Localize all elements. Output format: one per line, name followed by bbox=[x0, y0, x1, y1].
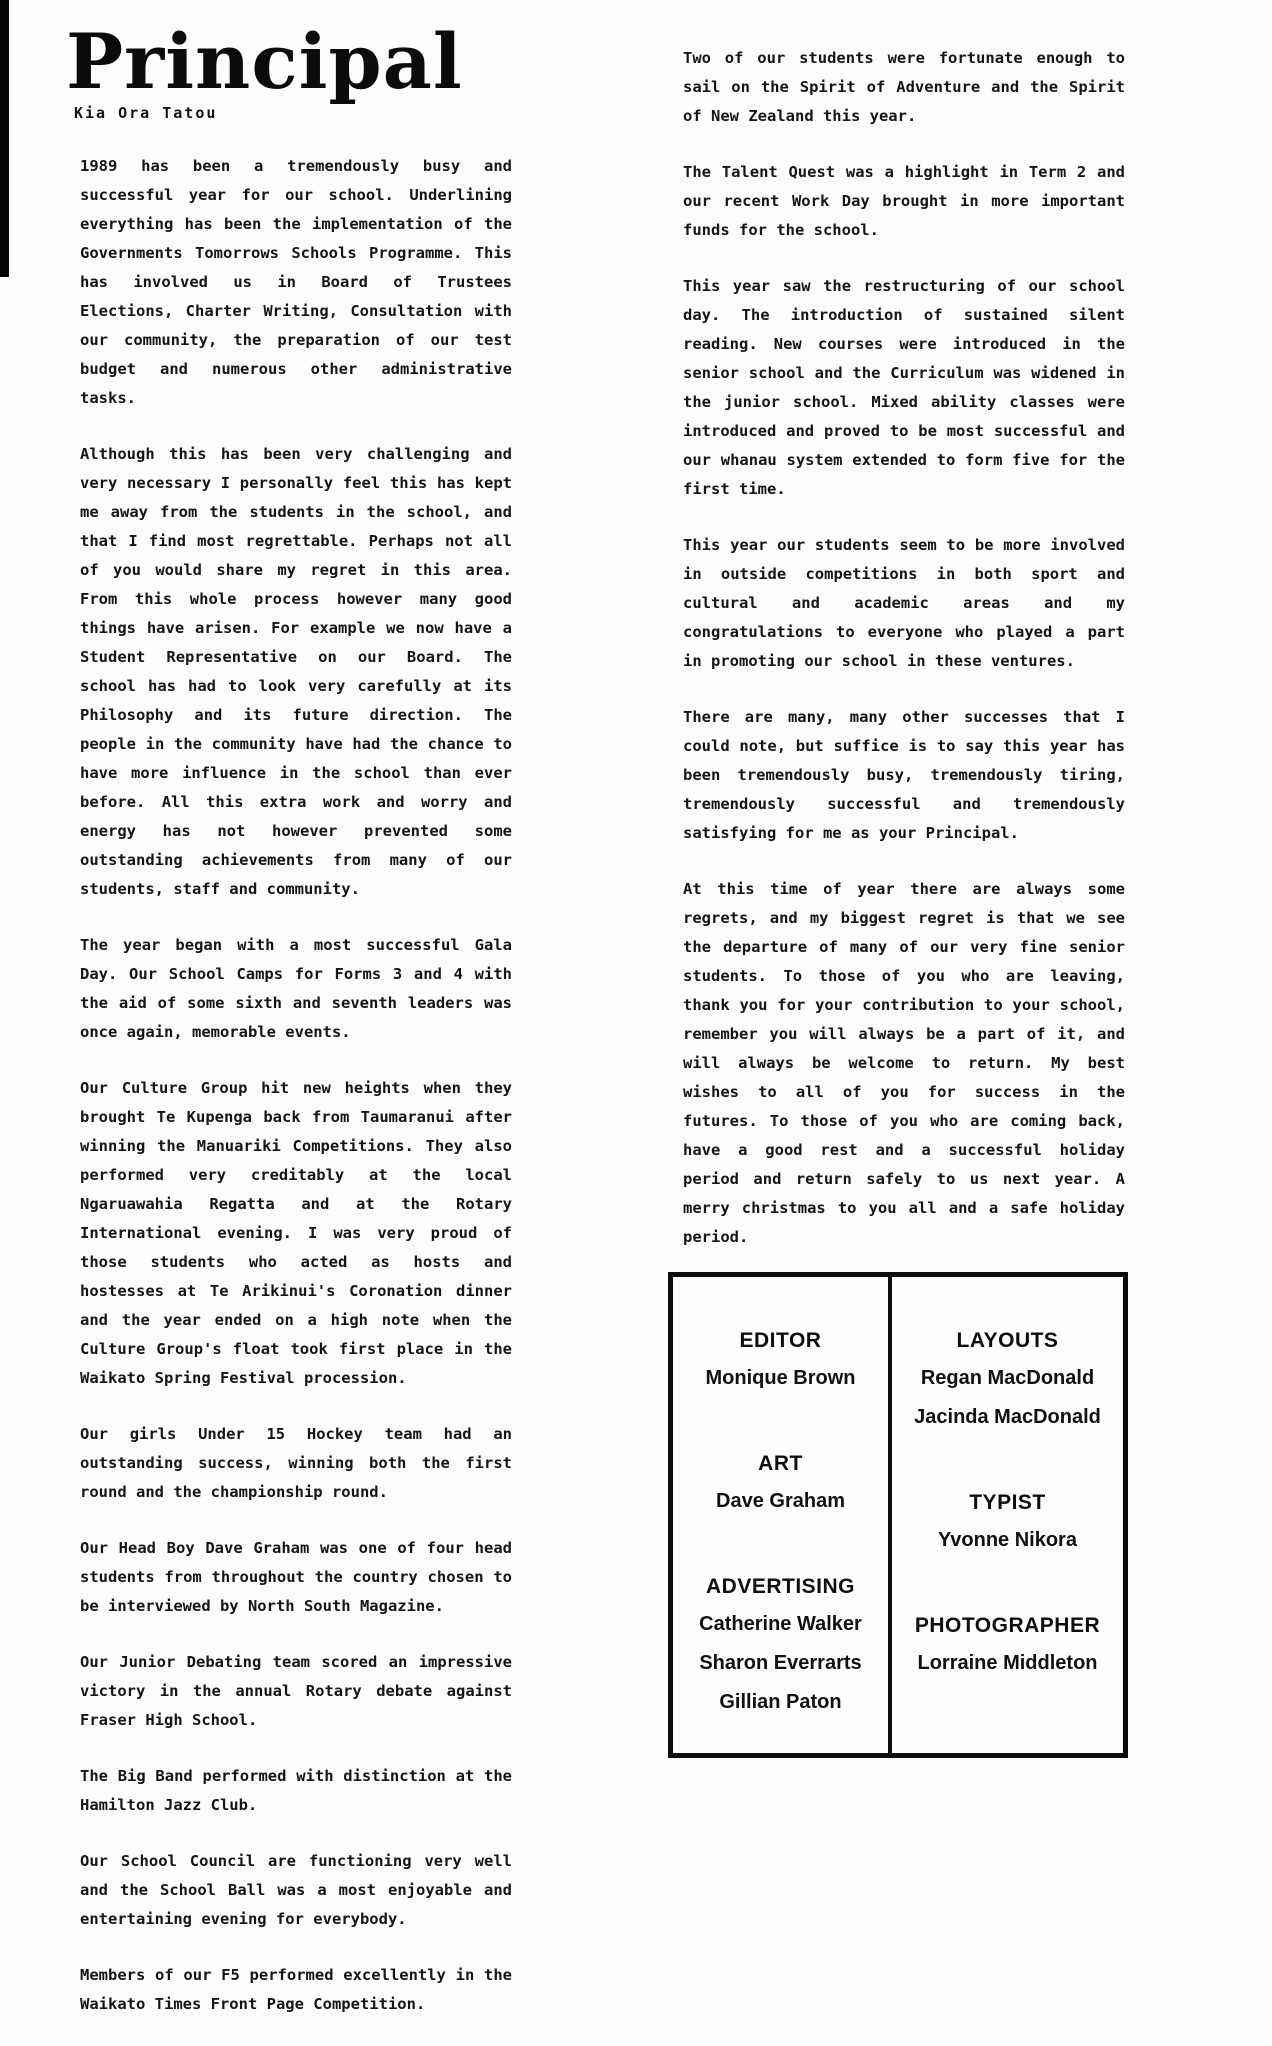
paragraph: At this time of year there are always some regrets, and my biggest regret is that we see the departure of many of our very fine senior students. To those of you who are leaving, thank you for your contribution to your school, remember you will always be a part of it, and will always be welcome to return. My best wishes to all of you for success in the futures. To those of you who are coming back, have a good rest and a successful holiday period and return safely to us next year. A merry christmas to you all and a safe holiday period. bbox=[683, 880, 1125, 1246]
left-column bbox=[80, 152, 512, 2046]
paragraph: Our Head Boy Dave Graham was one of four head students from throughout the country chosen to be interviewed by North South Magazine. bbox=[80, 1539, 512, 1615]
credit-name: Yvonne Nikora bbox=[938, 1529, 1077, 1551]
paragraph: There are many, many other successes that I could note, but suffice is to say this year has been tremendously busy, tremendously tiring, tremendously successful and tremendously satisfying for me as your Principal. bbox=[683, 708, 1125, 842]
credits-box bbox=[668, 1272, 1128, 1758]
paragraph: This year saw the restructuring of our school day. The introduction of sustained silent reading. New courses were introduced in the senior school and the Curriculum was widened in the junior school. Mixed ability classes were introduced and proved to be most successful and our whanau system extended to form five for the first time. bbox=[683, 277, 1125, 498]
paragraph: Two of our students were fortunate enough to sail on the Spirit of Adventure and the Spirit of New Zealand this year. bbox=[683, 49, 1125, 125]
paragraph: Our Culture Group hit new heights when they brought Te Kupenga back from Taumaranui after winning the Manuariki Competitions. They also performed very creditably at the local Ngaruawahia Regatta and at the Rotary International evening. I was very proud of those students who acted as hosts and hostesses at Te Arikinui's Coronation dinner and the year ended on a high note when the Culture Group's float took first place in the Waikato Spring Festival procession. bbox=[80, 1079, 512, 1387]
paragraph: Our School Council are functioning very well and the School Ball was a most enjoyable and entertaining evening for everybody. bbox=[80, 1852, 512, 1928]
credit-name: Sharon Everrarts bbox=[699, 1652, 862, 1674]
credit-name: Jacinda MacDonald bbox=[914, 1406, 1101, 1428]
credits-right-column bbox=[892, 1277, 1123, 1753]
credits-group-typist bbox=[938, 1491, 1077, 1568]
credit-name: Monique Brown bbox=[705, 1367, 856, 1389]
credits-group-art bbox=[716, 1452, 845, 1529]
credit-role: ADVERTISING bbox=[705, 1575, 855, 1598]
credits-group-photographer bbox=[915, 1614, 1100, 1691]
credit-role: LAYOUTS bbox=[956, 1329, 1059, 1352]
paragraph: Our girls Under 15 Hockey team had an outstanding success, winning both the first round and the championship round. bbox=[80, 1425, 512, 1501]
paragraph: Members of our F5 performed excellently in the Waikato Times Front Page Competition. bbox=[80, 1966, 512, 2013]
credit-name: Gillian Paton bbox=[719, 1691, 842, 1713]
paragraph: The year began with a most successful Gala Day. Our School Camps for Forms 3 and 4 with the aid of some sixth and seventh leaders was once again, memorable events. bbox=[80, 936, 512, 1041]
credits-left-column bbox=[673, 1277, 892, 1753]
credit-role: TYPIST bbox=[969, 1491, 1046, 1514]
paragraph: This year our students seem to be more involved in outside competitions in both sport and cultural and academic areas and my congratulations to everyone who played a part in promoting our school in these ventures. bbox=[683, 536, 1125, 670]
credit-role: EDITOR bbox=[739, 1329, 822, 1352]
credits-group-layouts bbox=[914, 1329, 1101, 1445]
paragraph: The Big Band performed with distinction at the Hamilton Jazz Club. bbox=[80, 1767, 512, 1814]
paragraph: The Talent Quest was a highlight in Term 2 and our recent Work Day brought in more important funds for the school. bbox=[683, 163, 1125, 239]
maori-greeting: Kia Ora Tatou bbox=[74, 104, 218, 122]
credit-role: PHOTOGRAPHER bbox=[914, 1614, 1101, 1637]
credit-name: Dave Graham bbox=[716, 1490, 845, 1512]
paragraph: Our Junior Debating team scored an impressive victory in the annual Rotary debate against Fraser High School. bbox=[80, 1653, 512, 1729]
page-title: Principal bbox=[66, 17, 463, 106]
credit-name: Catherine Walker bbox=[699, 1613, 862, 1635]
paragraph: Although this has been very challenging and very necessary I personally feel this has kept me away from the students in the school, and that I find most regrettable. Perhaps not all of you would share my regret in this area. From this whole process however many good things have arisen. For example we now have a Student Representative on our Board. The school has had to look very carefully at its Philosophy and its future direction. The people in the community have had the chance to have more influence in the school than ever before. All this extra work and worry and energy has not however prevented some outstanding achievements from many of our students, staff and community. bbox=[80, 445, 512, 898]
paragraph: 1989 has been a tremendously busy and successful year for our school. Underlining everything has been the implementation of the Governments Tomorrows Schools Programme. This has involved us in Board of Trustees Elections, Charter Writing, Consultation with our community, the preparation of our test budget and numerous other administrative tasks. bbox=[80, 157, 512, 407]
credits-group-advertising bbox=[699, 1575, 862, 1730]
credit-name: Regan MacDonald bbox=[920, 1367, 1095, 1389]
credit-role: ART bbox=[758, 1452, 803, 1475]
masthead bbox=[66, 17, 506, 122]
credits-group-editor bbox=[706, 1329, 856, 1406]
scan-edge-artifact bbox=[0, 0, 9, 277]
credit-name: Lorraine Middleton bbox=[917, 1652, 1098, 1674]
